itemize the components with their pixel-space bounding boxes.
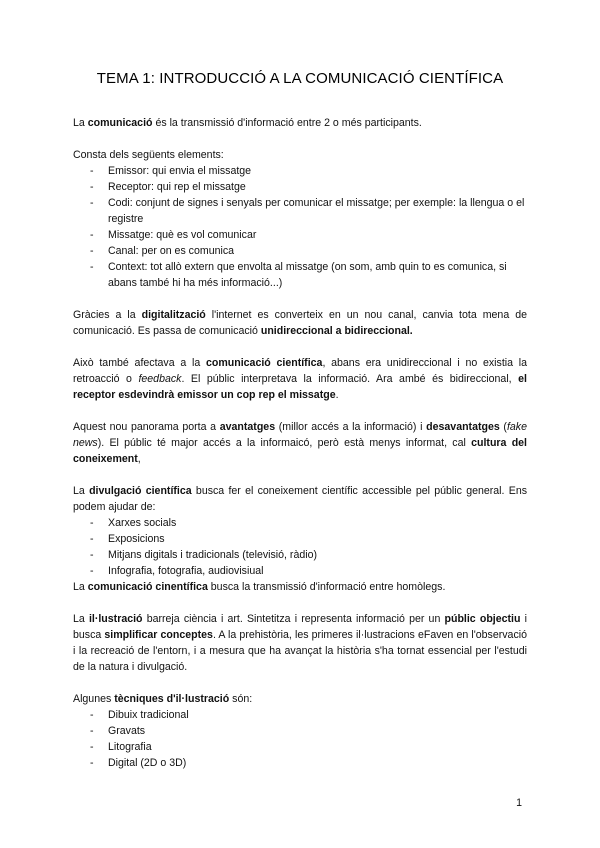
document-page (73, 70, 527, 771)
paragraph-techniques-intro: Algunes tècniques d'il·lustració són: (73, 693, 253, 705)
list-item: - Exposicions (73, 531, 527, 547)
elements-list (73, 163, 527, 291)
list-item: - Context: tot allò extern que envolta al missatge (on som, amb quin to es comunica, si abans també hi ha més informació...) (73, 259, 527, 291)
paragraph-scientific-communication: Això també afectava a la comunicació científica, abans era unidireccional i no existia la retroacció o feedback. El públic interpretava la informació. Ara ambé és bidireccional, el receptor esdevindrà emissor un cop rep el missatge. (73, 357, 528, 401)
list-item: - Mitjans digitals i tradicionals (televisió, ràdio) (73, 547, 527, 563)
list-item: - Infografia, fotografia, audiovisiual (73, 563, 527, 579)
paragraph-communication-definition: La comunicació és la transmissió d'informació entre 2 o més participants. (73, 117, 422, 129)
paragraph-divulgation: La divulgació científica busca fer el coneixement científic accessible pel públic general. Ens podem ajudar de: (73, 485, 528, 513)
list-item: - Digital (2D o 3D) (73, 755, 527, 771)
list-item: - Litografia (73, 739, 527, 755)
list-item: - Emissor: qui envia el missatge (73, 163, 527, 179)
page-title: TEMA 1: INTRODUCCIÓ A LA COMUNICACIÓ CIENTÍFICA (96, 70, 504, 87)
paragraph-digitalization: Gràcies a la digitalització l'internet es converteix en un nou canal, canvia tota mena de comunicació. Es passa de comunicació unidireccional a bidireccional. (73, 309, 527, 337)
paragraph-peer-communication: La comunicació cinentífica busca la transmissió d'informació entre homòlegs. (73, 581, 446, 593)
list-item: - Missatge: què es vol comunicar (73, 227, 527, 243)
list-item: - Canal: per on es comunica (73, 243, 527, 259)
list-item: - Dibuix tradicional (73, 707, 527, 723)
paragraph-advantages: Aquest nou panorama porta a avantatges (millor accés a la informació) i desavantatges (fake news). El públic té major accés a la informaicó, però està menys informat, cal cultura del coneixement, (73, 421, 527, 465)
paragraph-elements-intro: Consta dels següents elements: (73, 149, 224, 161)
list-item: - Codi: conjunt de signes i senyals per comunicar el missatge; per exemple: la llengua o el registre (73, 195, 527, 227)
paragraph-illustration: La il·lustració barreja ciència i art. Sintetitza i representa informació per un públic objectiu i busca simplificar conceptes. A la prehistòria, les primeres il·lustracions eFaven en l'observació i la recreació de l'entorn, i a mesura que ha avançat la història s'ha tornat essencial per l'estudi de la natura i divulgació. (73, 613, 527, 673)
list-item: - Xarxes socials (73, 515, 527, 531)
list-item: - Gravats (73, 723, 527, 739)
media-list (73, 515, 527, 579)
page-number: 1 (516, 797, 522, 809)
techniques-list (73, 707, 527, 771)
list-item: - Receptor: qui rep el missatge (73, 179, 527, 195)
